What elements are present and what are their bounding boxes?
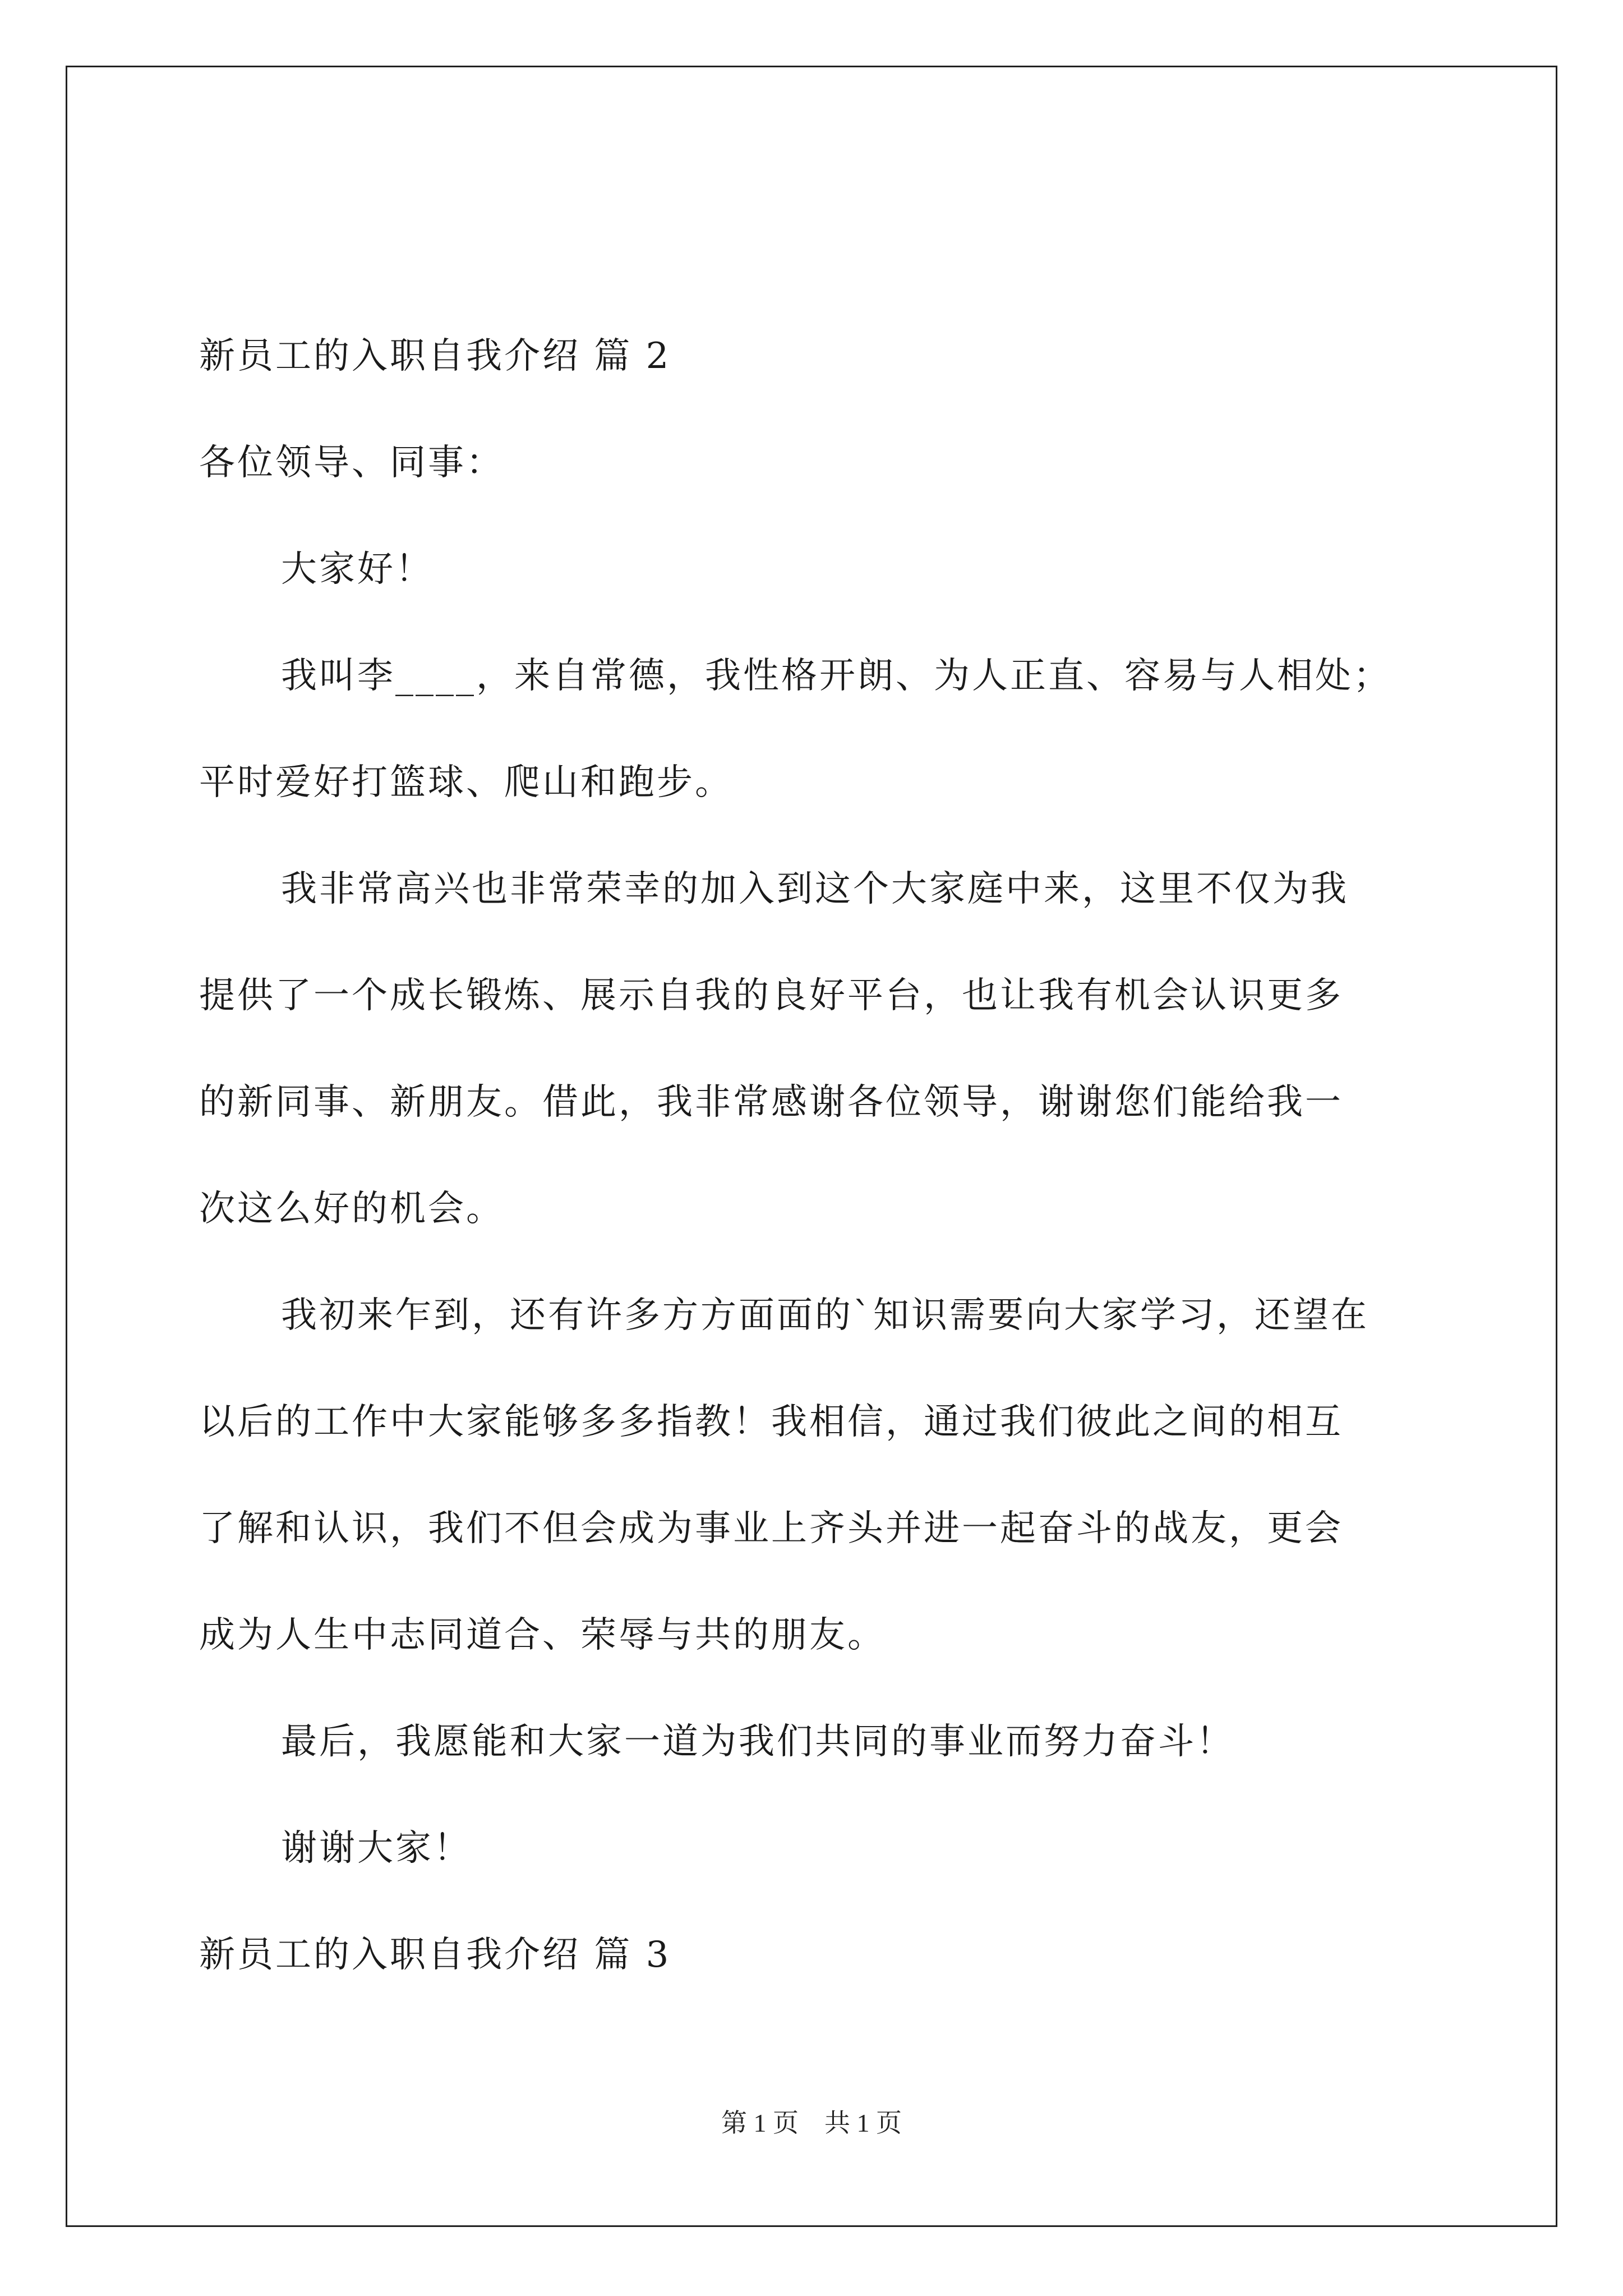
paragraph-line: 次这么好的机会。 xyxy=(199,1188,504,1230)
paragraph-learning xyxy=(199,1262,1433,1688)
paragraph-line: 提供了一个成长锻炼、展示自我的良好平台，也让我有机会认识更多 xyxy=(199,975,1343,1016)
paragraph-line: 我非常高兴也非常荣幸的加入到这个大家庭中来，这里不仅为我 xyxy=(281,868,1349,910)
paragraph-gratitude xyxy=(199,836,1433,1262)
paragraph-line: 我叫李____，来自常德，我性格开朗、为人正直、容易与人相处； xyxy=(281,655,1391,697)
section-heading-3: 新员工的入职自我介绍 篇 3 xyxy=(199,1934,671,1976)
paragraph-line: 以后的工作中大家能够多多指教！我相信，通过我们彼此之间的相互 xyxy=(199,1401,1343,1443)
paragraph-line: 我初来乍到，还有许多方方面面的`知识需要向大家学习，还望在 xyxy=(281,1295,1369,1336)
salutation: 各位领导、同事： xyxy=(199,442,504,484)
paragraph-closing-wish: 最后，我愿能和大家一道为我们共同的事业而努力奋斗！ xyxy=(281,1721,1234,1763)
paragraph-line: 的新同事、新朋友。借此，我非常感谢各位领导，谢谢您们能给我一 xyxy=(199,1082,1343,1123)
paragraph-line: 平时爱好打篮球、爬山和跑步。 xyxy=(199,762,733,803)
document-body xyxy=(199,303,1433,2008)
greeting: 大家好！ xyxy=(281,549,434,590)
paragraph-line: 成为人生中志同道合、荣辱与共的朋友。 xyxy=(199,1614,886,1656)
paragraph-line: 了解和认识，我们不但会成为事业上齐头并进一起奋斗的战友，更会 xyxy=(199,1508,1343,1549)
paragraph-introduction xyxy=(199,623,1433,836)
section-heading-2: 新员工的入职自我介绍 篇 2 xyxy=(199,335,671,377)
page-footer: 第 1 页 共 1 页 xyxy=(721,2109,902,2137)
closing-thanks: 谢谢大家！ xyxy=(281,1828,472,1869)
